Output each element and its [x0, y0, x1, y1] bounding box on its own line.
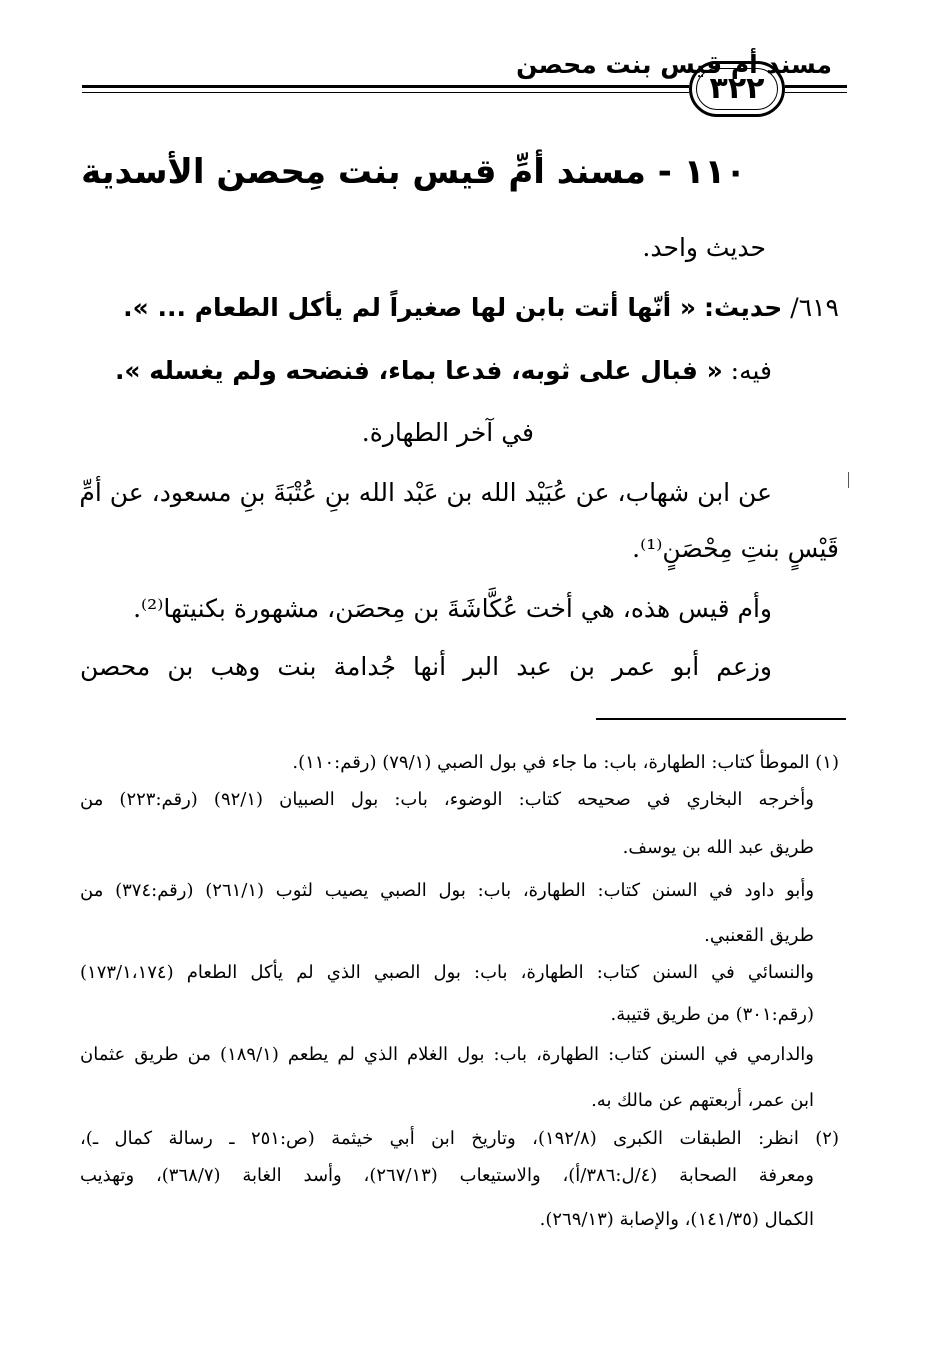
header-rule-thin-right — [785, 92, 847, 93]
footnote-1-line-3: طريق عبد الله بن يوسف. — [622, 837, 814, 858]
footnote-1-line-7: (رقم:٣٠١) من طريق قتيبة. — [610, 1004, 814, 1025]
hadith-label: حديث: — [704, 293, 783, 322]
paragraph-1: وأم قيس هذه، هي أخت عُكَّاشَةَ بن مِحصَن، مشهورة بكنيتها⁽²⁾. — [133, 594, 772, 623]
fihi-line — [115, 356, 772, 386]
footnote-1-line-9: ابن عمر، أربعتهم عن مالك به. — [591, 1090, 814, 1111]
footnote-1-line-2: وأخرجه البخاري في صحيحه كتاب: الوضوء، باب: بول الصبيان (٩٢/١) (رقم:٢٢٣) من — [80, 789, 814, 810]
paragraph-2: وزعم أبو عمر بن عبد البر أنها جُدامة بنت وهب بن محصن — [80, 652, 773, 681]
hadith-text: « أنّها أتت بابن لها صغيراً لم يأكل الطعام ... ». — [123, 293, 697, 322]
isnad-line-2: قَيْسٍ بنتِ مِحْصَنٍ⁽¹⁾. — [632, 534, 839, 563]
footnote-1-line-6: والنسائي في السنن كتاب: الطهارة، باب: بول الصبي الذي لم يأكل الطعام (١٧٣/١،١٧٤) — [80, 962, 814, 983]
running-title: مسند أم قيس بنت محصن — [516, 50, 832, 79]
header-rule-thick-right — [785, 85, 847, 88]
fihi-label: فيه: — [730, 356, 772, 385]
footnote-1-line-5: طريق القعنبي. — [704, 925, 814, 946]
header-rule-thin — [82, 92, 689, 93]
chapter-title: ١١٠ - مسند أمِّ قيس بنت مِحصن الأسدية — [81, 152, 746, 192]
location-line: في آخر الطهارة. — [361, 418, 534, 447]
header-rule-thick — [82, 85, 689, 88]
footnote-separator — [596, 718, 846, 720]
footnote-1-line-4: وأبو داود في السنن كتاب: الطهارة، باب: بول الصبي يصيب لثوب (٢٦١/١) (رقم:٣٧٤) من — [80, 880, 815, 901]
hadith-line — [123, 293, 839, 323]
fihi-text: « فبال على ثوبه، فدعا بماء، فنضحه ولم يغسله ». — [114, 356, 723, 385]
page-number: ٣٢٢ — [709, 71, 765, 106]
isnad-line-1: عن ابن شهاب، عن عُبَيْد الله بن عَبْد الله بنِ عُتْبَةَ بنِ مسعود، عن أمِّ — [79, 478, 772, 507]
hadith-number: ٦١٩/ — [790, 293, 839, 322]
margin-mark — [848, 472, 849, 488]
footnote-2-line-1: (٢) انظر: الطبقات الكبرى (١٩٢/٨)، وتاريخ ابن أبي خيثمة (ص:٢٥١ ـ رسالة كمال ـ)، — [80, 1128, 839, 1149]
body-line-1: حديث واحد. — [642, 233, 766, 262]
footnote-2-line-3: الكمال (١٤١/٣٥)، والإصابة (٢٦٩/١٣). — [539, 1209, 814, 1230]
footnote-1-line-8: والدارمي في السنن كتاب: الطهارة، باب: بول الغلام الذي لم يطعم (١٨٩/١) من طريق عثمان — [80, 1044, 815, 1065]
footnote-1-line-1: (١) الموطأ كتاب: الطهارة، باب: ما جاء في بول الصبي (٧٩/١) (رقم:١١٠). — [292, 752, 839, 773]
footnote-2-line-2: ومعرفة الصحابة (٤/ل:٣٨٦/أ)، والاستيعاب (٢٦٧/١٣)، وأسد الغابة (٣٦٨/٧)، وتهذيب — [80, 1165, 814, 1186]
page-number-frame — [689, 61, 785, 117]
